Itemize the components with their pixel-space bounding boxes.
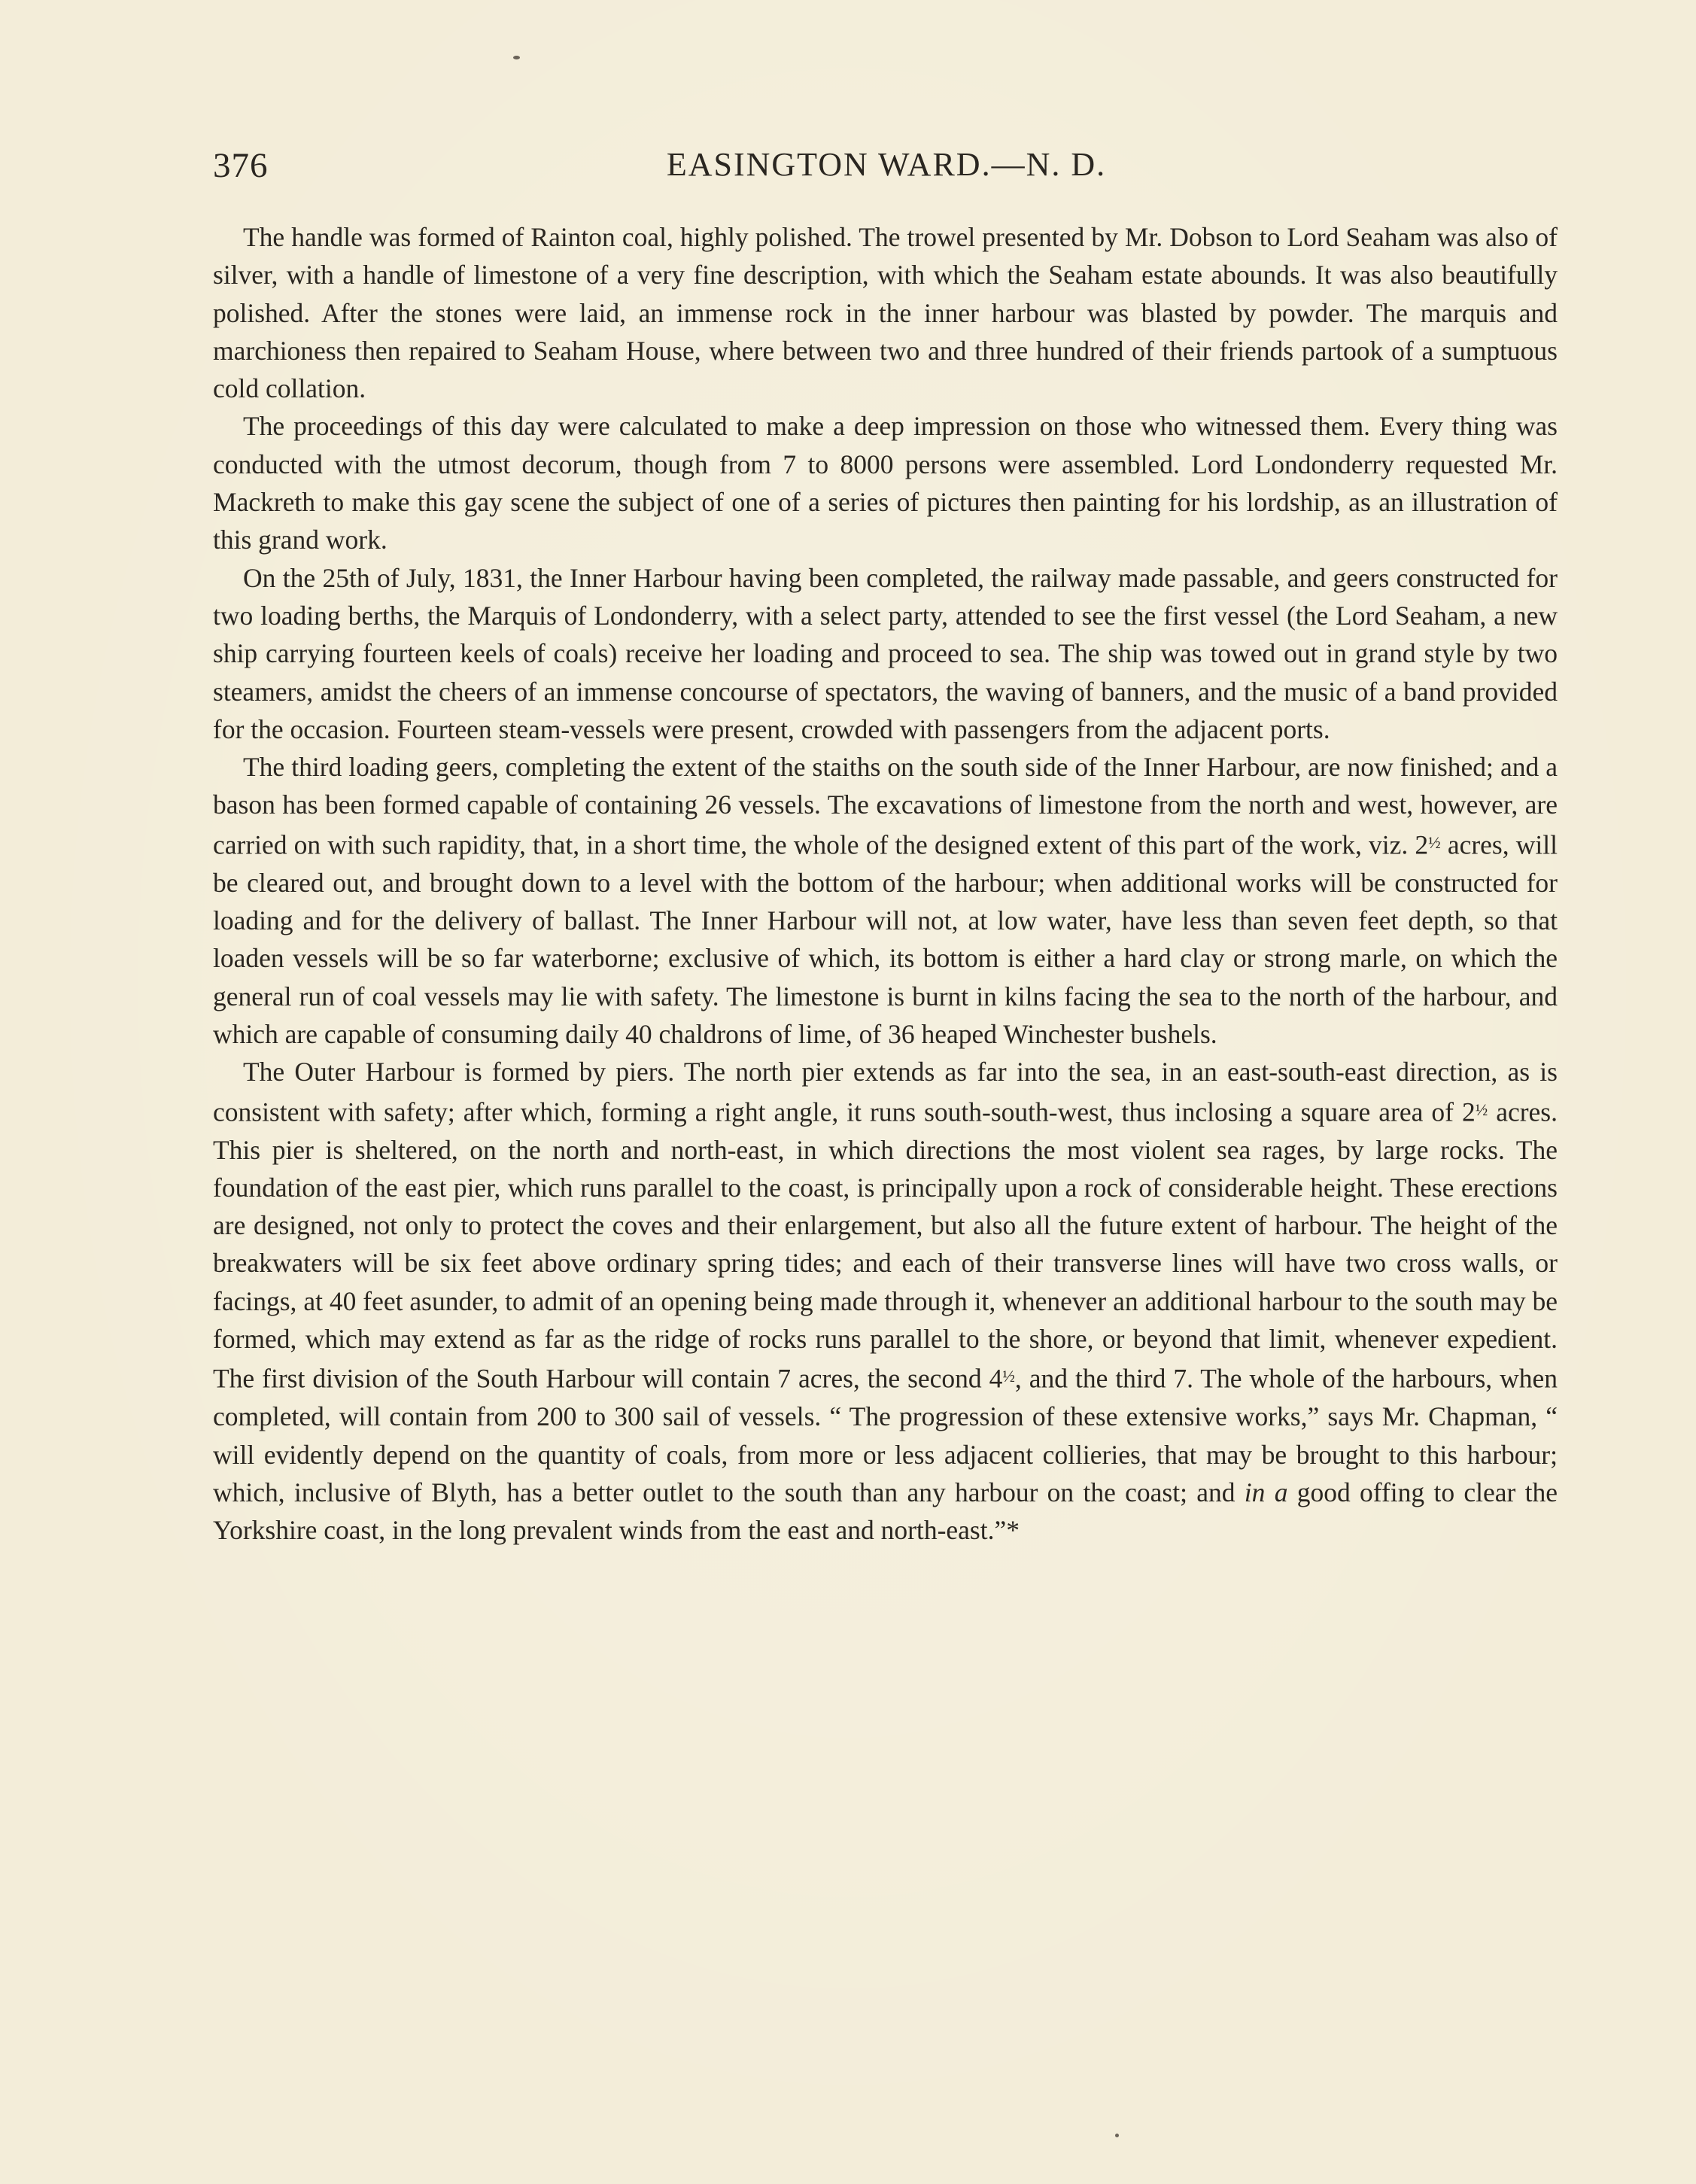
- ink-speck: [513, 56, 520, 59]
- fraction-half: ½: [1428, 832, 1441, 852]
- text-run: acres, will be cleared out, and brought down to a level with the bottom of the harbour; when additional works will be constructed for loading and for the delivery of ballast. The Inner Harbour will not, at low water, have less than seven feet depth, so that loaden vessels will be so far waterborne; exclusive of which, its bottom is either a hard clay or strong marle, on which the general run of coal vessels may lie with safety. The limestone is burnt in kilns facing the sea to the north of the harbour, and which are capable of consuming daily 40 chaldrons of lime, of 36 heaped Winchester bushels.: [213, 829, 1558, 1049]
- fraction-half: ½: [1002, 1367, 1015, 1386]
- text-run: , and the third 7. The whole of the harbours, when completed, will contain from 200 to 300 sail of vessels. “ The progression of these extensive works,” says Mr. Chapman, “ will evidently depend on the quantity of coals, from more or less adjacent collieries, that may be brought to this harbour; which, inclusive of Blyth, has a better outlet to the south than any harbour on the coast; and: [213, 1364, 1558, 1507]
- paragraph-outer-harbour: [213, 1053, 1558, 1549]
- italic-text: in a: [1244, 1477, 1288, 1507]
- text-run: acres. This pier is sheltered, on the north and north-east, in which directions the most violent sea rages, by large rocks. The foundation of the east pier, which runs parallel to the coast, is principally upon a rock of considerable height. These erections are designed, not only to protect the coves and their enlargement, but also all the future extent of harbour. The height of the breakwaters will be six feet above ordinary spring tides; and each of their transverse lines will have two cross walls, or facings, at 40 feet asunder, to admit of an opening being made through it, whenever an additional harbour to the south may be formed, which may extend as far as the ridge of rocks runs parallel to the shore, or beyond that limit, whenever expedient. The first division of the South Harbour will contain 7 acres, the second 4: [213, 1097, 1558, 1395]
- running-head: [213, 145, 1560, 190]
- paragraph-first-vessel: On the 25th of July, 1831, the Inner Harbour having been completed, the railway made passable, and geers constructed for two loading berths, the Marquis of Londonderry, with a select party, attended to see the first vessel (the Lord Seaham, a new ship carrying fourteen keels of coals) receive her loading and proceed to sea. The ship was towed out in grand style by two steamers, amidst the cheers of an immense concourse of spectators, the waving of banners, and the music of a band provided for the occasion. Fourteen steam-vessels were present, crowded with passengers from the adjacent ports.: [213, 562, 1558, 744]
- text-run: The Outer Harbour is formed by piers. The north pier extends as far into the sea, in an east-south-east direction, as is consistent with safety; after which, forming a right angle, it runs south-south-west, thus inclosing a square area of 2: [213, 1057, 1558, 1127]
- ink-speck: [1115, 2134, 1119, 2137]
- paragraph-ceremony: The handle was formed of Rainton coal, highly polished. The trowel presented by Mr. Dobson to Lord Seaham was also of silver, with a handle of limestone of a very fine description, with which the Seaham estate abounds. It was also beautifully polished. After the stones were laid, an immense rock in the inner harbour was blasted by powder. The marquis and marchioness then repaired to Seaham House, where between two and three hundred of their friends partook of a sumptuous cold collation.: [213, 222, 1558, 404]
- fraction-half: ½: [1475, 1100, 1488, 1119]
- text-run: The third loading geers, completing the extent of the staiths on the south side of the Inner Harbour, are now finished; and a bason has been formed capable of containing 26 vessels. The excavations of limestone from the north and west, however, are carried on with such rapidity, that, in a short time, the whole of the designed extent of this part of the work, viz. 2: [213, 752, 1558, 860]
- text-run: good offing to clear the Yorkshire coast, in the long prevalent winds from the east and north-east.”*: [213, 1477, 1558, 1546]
- body-text: [213, 218, 1558, 1550]
- paragraph-inner-harbour: [213, 748, 1558, 1053]
- paragraph-proceedings: The proceedings of this day were calculated to make a deep impression on those who witnessed them. Every thing was conducted with the utmost decorum, though from 7 to 8000 persons were assembled. Lord Londonderry requested Mr. Mackreth to make this gay scene the subject of one of a series of pictures then painting for his lordship, as an illustration of this grand work.: [213, 411, 1558, 555]
- running-title: EASINGTON WARD.—N. D.: [666, 146, 1107, 183]
- page-number: 376: [213, 146, 269, 185]
